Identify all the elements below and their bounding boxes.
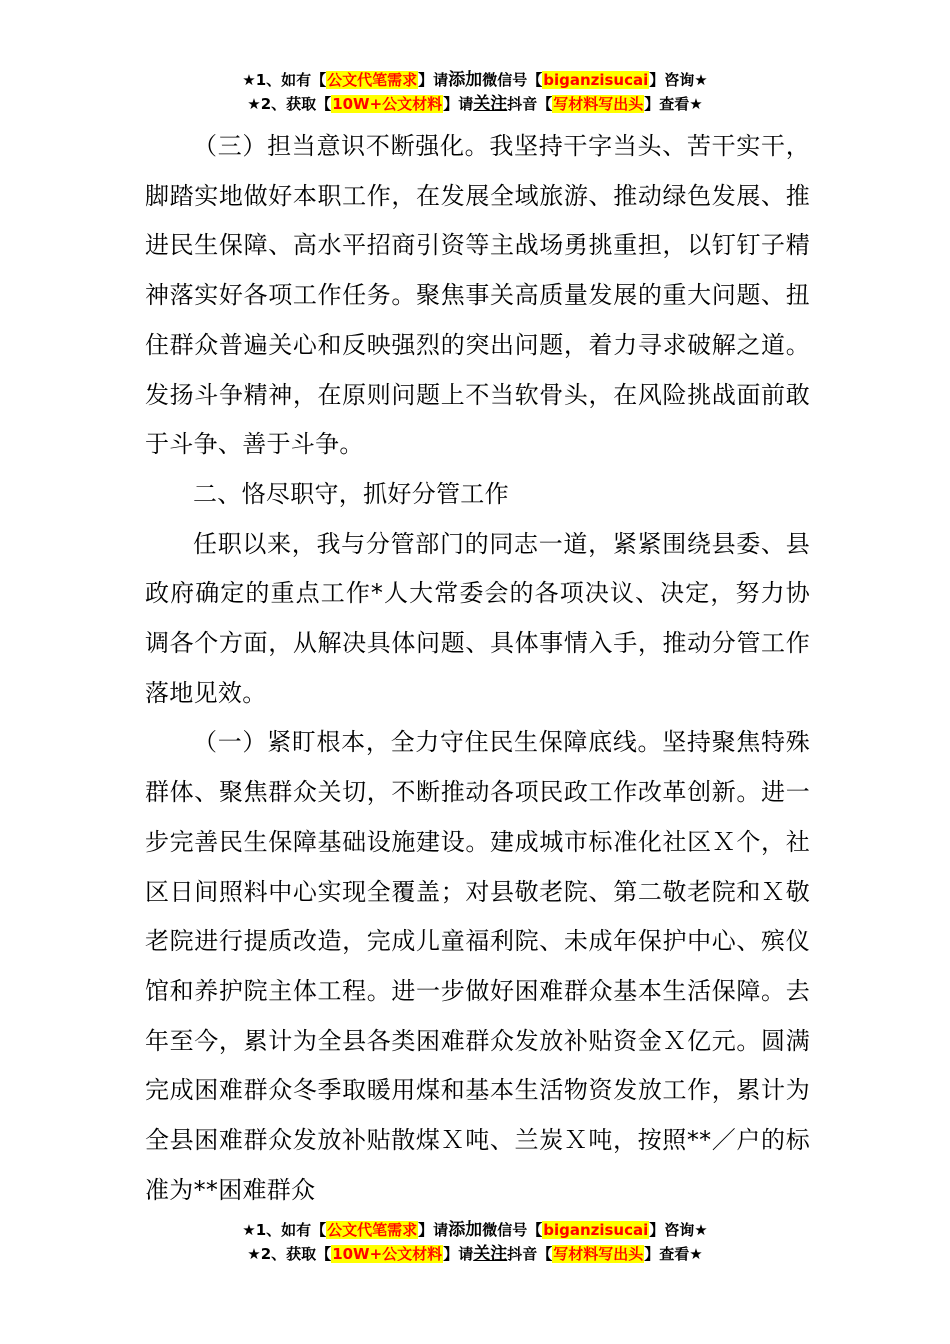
banner-highlight: 写材料写出头 bbox=[553, 1245, 644, 1263]
banner-text: ★1、如有【 bbox=[242, 1221, 327, 1239]
banner-text: 】请 bbox=[443, 95, 474, 113]
banner-highlight: 写材料写出头 bbox=[553, 95, 644, 113]
banner-text: 抖音【 bbox=[507, 1245, 553, 1263]
banner-emphasis: 添加 bbox=[448, 70, 483, 90]
banner-text: 】请 bbox=[418, 1221, 449, 1239]
banner-text: 】请 bbox=[443, 1245, 474, 1263]
paragraph-responsibility: （三）担当意识不断强化。我坚持干字当头、苦干实干，脚踏实地做好本职工作，在发展全域旅游、推动绿色发展、推进民生保障、高水平招商引资等主战场勇挑重担，以钉钉子精神落实好各项工作任务。聚焦事关高质量发展的重大问题、扭住群众普遍关心和反映强烈的突出问题，着力寻求破解之道。发扬斗争精神，在原则问题上不当软骨头，在风险挑战面前敢于斗争、善于斗争。 bbox=[145, 132, 810, 459]
banner-text: ★2、获取【 bbox=[247, 95, 332, 113]
top-banner bbox=[0, 68, 950, 116]
banner-text: ★2、获取【 bbox=[247, 1245, 332, 1263]
banner-emphasis: 添加 bbox=[448, 1220, 483, 1240]
banner-text: 微信号【 bbox=[482, 71, 543, 89]
banner-text: 微信号【 bbox=[482, 1221, 543, 1239]
banner-emphasis: 关注 bbox=[473, 94, 508, 114]
section-heading: 二、恪尽职守，抓好分管工作 bbox=[193, 479, 509, 508]
banner-highlight: 公文代笔需求 bbox=[327, 71, 418, 89]
banner-highlight: biganzisucai bbox=[543, 71, 649, 89]
bottom-banner bbox=[0, 1218, 950, 1266]
banner-highlight: biganzisucai bbox=[543, 1221, 649, 1239]
banner-text: 】查看★ bbox=[644, 95, 703, 113]
banner-highlight: 10W+公文材料 bbox=[332, 95, 443, 113]
banner-text: 】请 bbox=[418, 71, 449, 89]
banner-highlight: 10W+公文材料 bbox=[332, 1245, 443, 1263]
paragraph-livelihood: （一）紧盯根本，全力守住民生保障底线。坚持聚焦特殊群体、聚焦群众关切，不断推动各项民政工作改革创新。进一步完善民生保障基础设施建设。建成城市标准化社区Ｘ个，社区日间照料中心实现全覆盖；对县敬老院、第二敬老院和Ｘ敬老院进行提质改造，完成儿童福利院、未成年保护中心、殡仪馆和养护院主体工程。进一步做好困难群众基本生活保障。去年至今，累计为全县各类困难群众发放补贴资金Ｘ亿元。圆满完成困难群众冬季取暖用煤和基本生活物资发放工作，累计为全县困难群众发放补贴散煤Ｘ吨、兰炭Ｘ吨，按照**／户的标准为**困难群众 bbox=[145, 728, 810, 1204]
banner-highlight: 公文代笔需求 bbox=[327, 1221, 418, 1239]
banner-line-1 bbox=[0, 1218, 950, 1242]
document-body bbox=[145, 122, 810, 1215]
banner-text: 】咨询★ bbox=[649, 71, 708, 89]
banner-text: 】咨询★ bbox=[649, 1221, 708, 1239]
banner-text: 抖音【 bbox=[507, 95, 553, 113]
banner-text: ★1、如有【 bbox=[242, 71, 327, 89]
banner-line-2 bbox=[0, 1242, 950, 1266]
banner-text: 】查看★ bbox=[644, 1245, 703, 1263]
paragraph-intro: 任职以来，我与分管部门的同志一道，紧紧围绕县委、县政府确定的重点工作*人大常委会的各项决议、决定，努力协调各个方面，从解决具体问题、具体事情入手，推动分管工作落地见效。 bbox=[145, 529, 810, 707]
banner-emphasis: 关注 bbox=[473, 1244, 508, 1264]
banner-line-1 bbox=[0, 68, 950, 92]
banner-line-2 bbox=[0, 92, 950, 116]
